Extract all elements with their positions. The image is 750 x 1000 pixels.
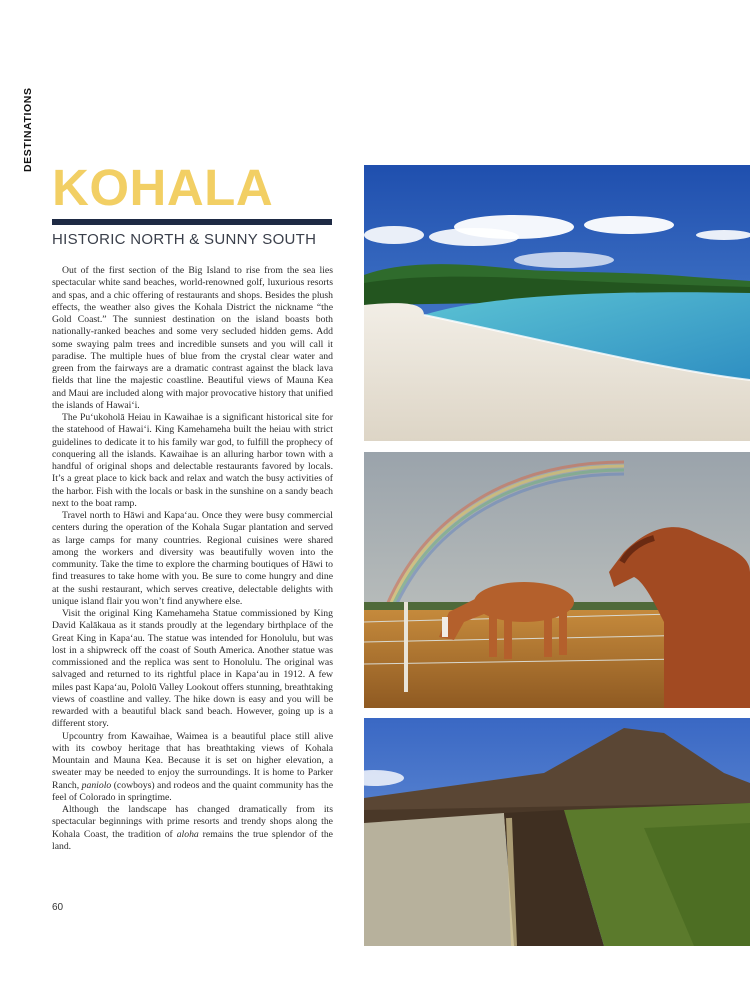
paragraph-6-italic: aloha: [176, 828, 199, 840]
paragraph-5: [52, 731, 333, 805]
paragraph-4: Visit the original King Kamehameha Statue commissioned by King David Kalākaua as it stands proudly at the legendary birthplace of the Great King in Kapaʻau. The statue was intended for Honolulu, but was lost in a shipwreck off the coast of South America. Another statue was commissioned and the replica was sent to Honolulu. The original was salvaged and returned to its rightful place in Kapaʻau in 1912. A few miles past Kapaʻau, Pololū Valley Lookout offers stunning, breathtaking views of coastline and valley. The hike down is easy and you will be rewarded with a beautiful black sand beach. However, going up is a different story.: [52, 608, 333, 730]
beach-photo: [364, 165, 750, 441]
page-title: KOHALA: [52, 159, 274, 216]
paragraph-5-text-b: (cowboys) and rodeos and the quaint community has the feel of Colorado in springtime.: [52, 779, 334, 803]
section-label: [22, 82, 42, 172]
paragraph-5-italic: paniolo: [81, 779, 112, 791]
title-rule: [52, 219, 332, 225]
heiau-photo: [364, 718, 750, 946]
horses-photo: [364, 452, 750, 708]
paragraph-3: Travel north to Hāwi and Kapaʻau. Once they were busy commercial centers during the operation of the Kohala Sugar plantation and served as large camps for many countries. Regional cuisines were shared among the workers and diversity was beautifully woven into the community. Take the time to explore the charming boutiques of Hāwi to find treasures to take home with you. Be sure to come hungry and dine at the sushi restaurant, which serves creative, delectable delights with unique island flair you won’t find anywhere else.: [52, 510, 333, 607]
paragraph-1: Out of the first section of the Big Island to rise from the sea lies spectacular white sand beaches, world-renowned golf, luxurious resorts and spas, and a chic offering of restaurants and shops. Besides the plush effects, the weather also gives the Kohala District the nickname “the Gold Coast.” The sunniest destination on the island boasts both nationally-ranked beaches and some very secluded hidden gems. Add some swaying palm trees and incredible sunsets and you will call it paradise. The multiple hues of blue from the crystal clear water and green from the fairways are a dramatic contrast against the black lava fields that line the majestic coastline. Beautiful views of Mauna Kea and Maui are included along with major provocative history that unified the islands of Hawaiʻi.: [52, 265, 333, 411]
paragraph-6-text-a: Although the landscape has changed dramatically from its spectacular beginnings with prime resorts and trendy shops along the Kohala Coast, the tradition of: [52, 804, 333, 840]
paragraph-6-text-b: remains the true splendor of the land.: [52, 828, 333, 852]
page-number: 60: [52, 902, 64, 913]
paragraph-6: [52, 804, 333, 853]
article-body: [52, 265, 333, 853]
section-label-text: DESTINATIONS: [22, 87, 34, 172]
paragraph-2: The Puʻukoholā Heiau in Kawaihae is a significant historical site for the statehood of Hawaiʻi. King Kamehameha built the heiau with strict guidelines to dedicate it to his family war god, to fulfill the prophecy of conquering all the islands. Kawaihae is an alluring harbor town with a handful of original shops and delectable restaurants favored by locals. It’s a great place to kick back and relax and watch the busy activities of the harbor. Fish with the locals or bask in the sunshine on a sandy beach next to the boat ramp.: [52, 412, 333, 509]
page-subtitle: HISTORIC NORTH & SUNNY SOUTH: [52, 231, 317, 248]
paragraph-5-text-a: Upcountry from Kawaihae, Waimea is a beautiful place still alive with its cowboy heritage that has breathtaking views of Kohala Mountain and Mauna Kea. Because it is set on higher elevation, a sweater may be needed to enjoy the surroundings. It is home to Parker Ranch,: [52, 730, 333, 791]
